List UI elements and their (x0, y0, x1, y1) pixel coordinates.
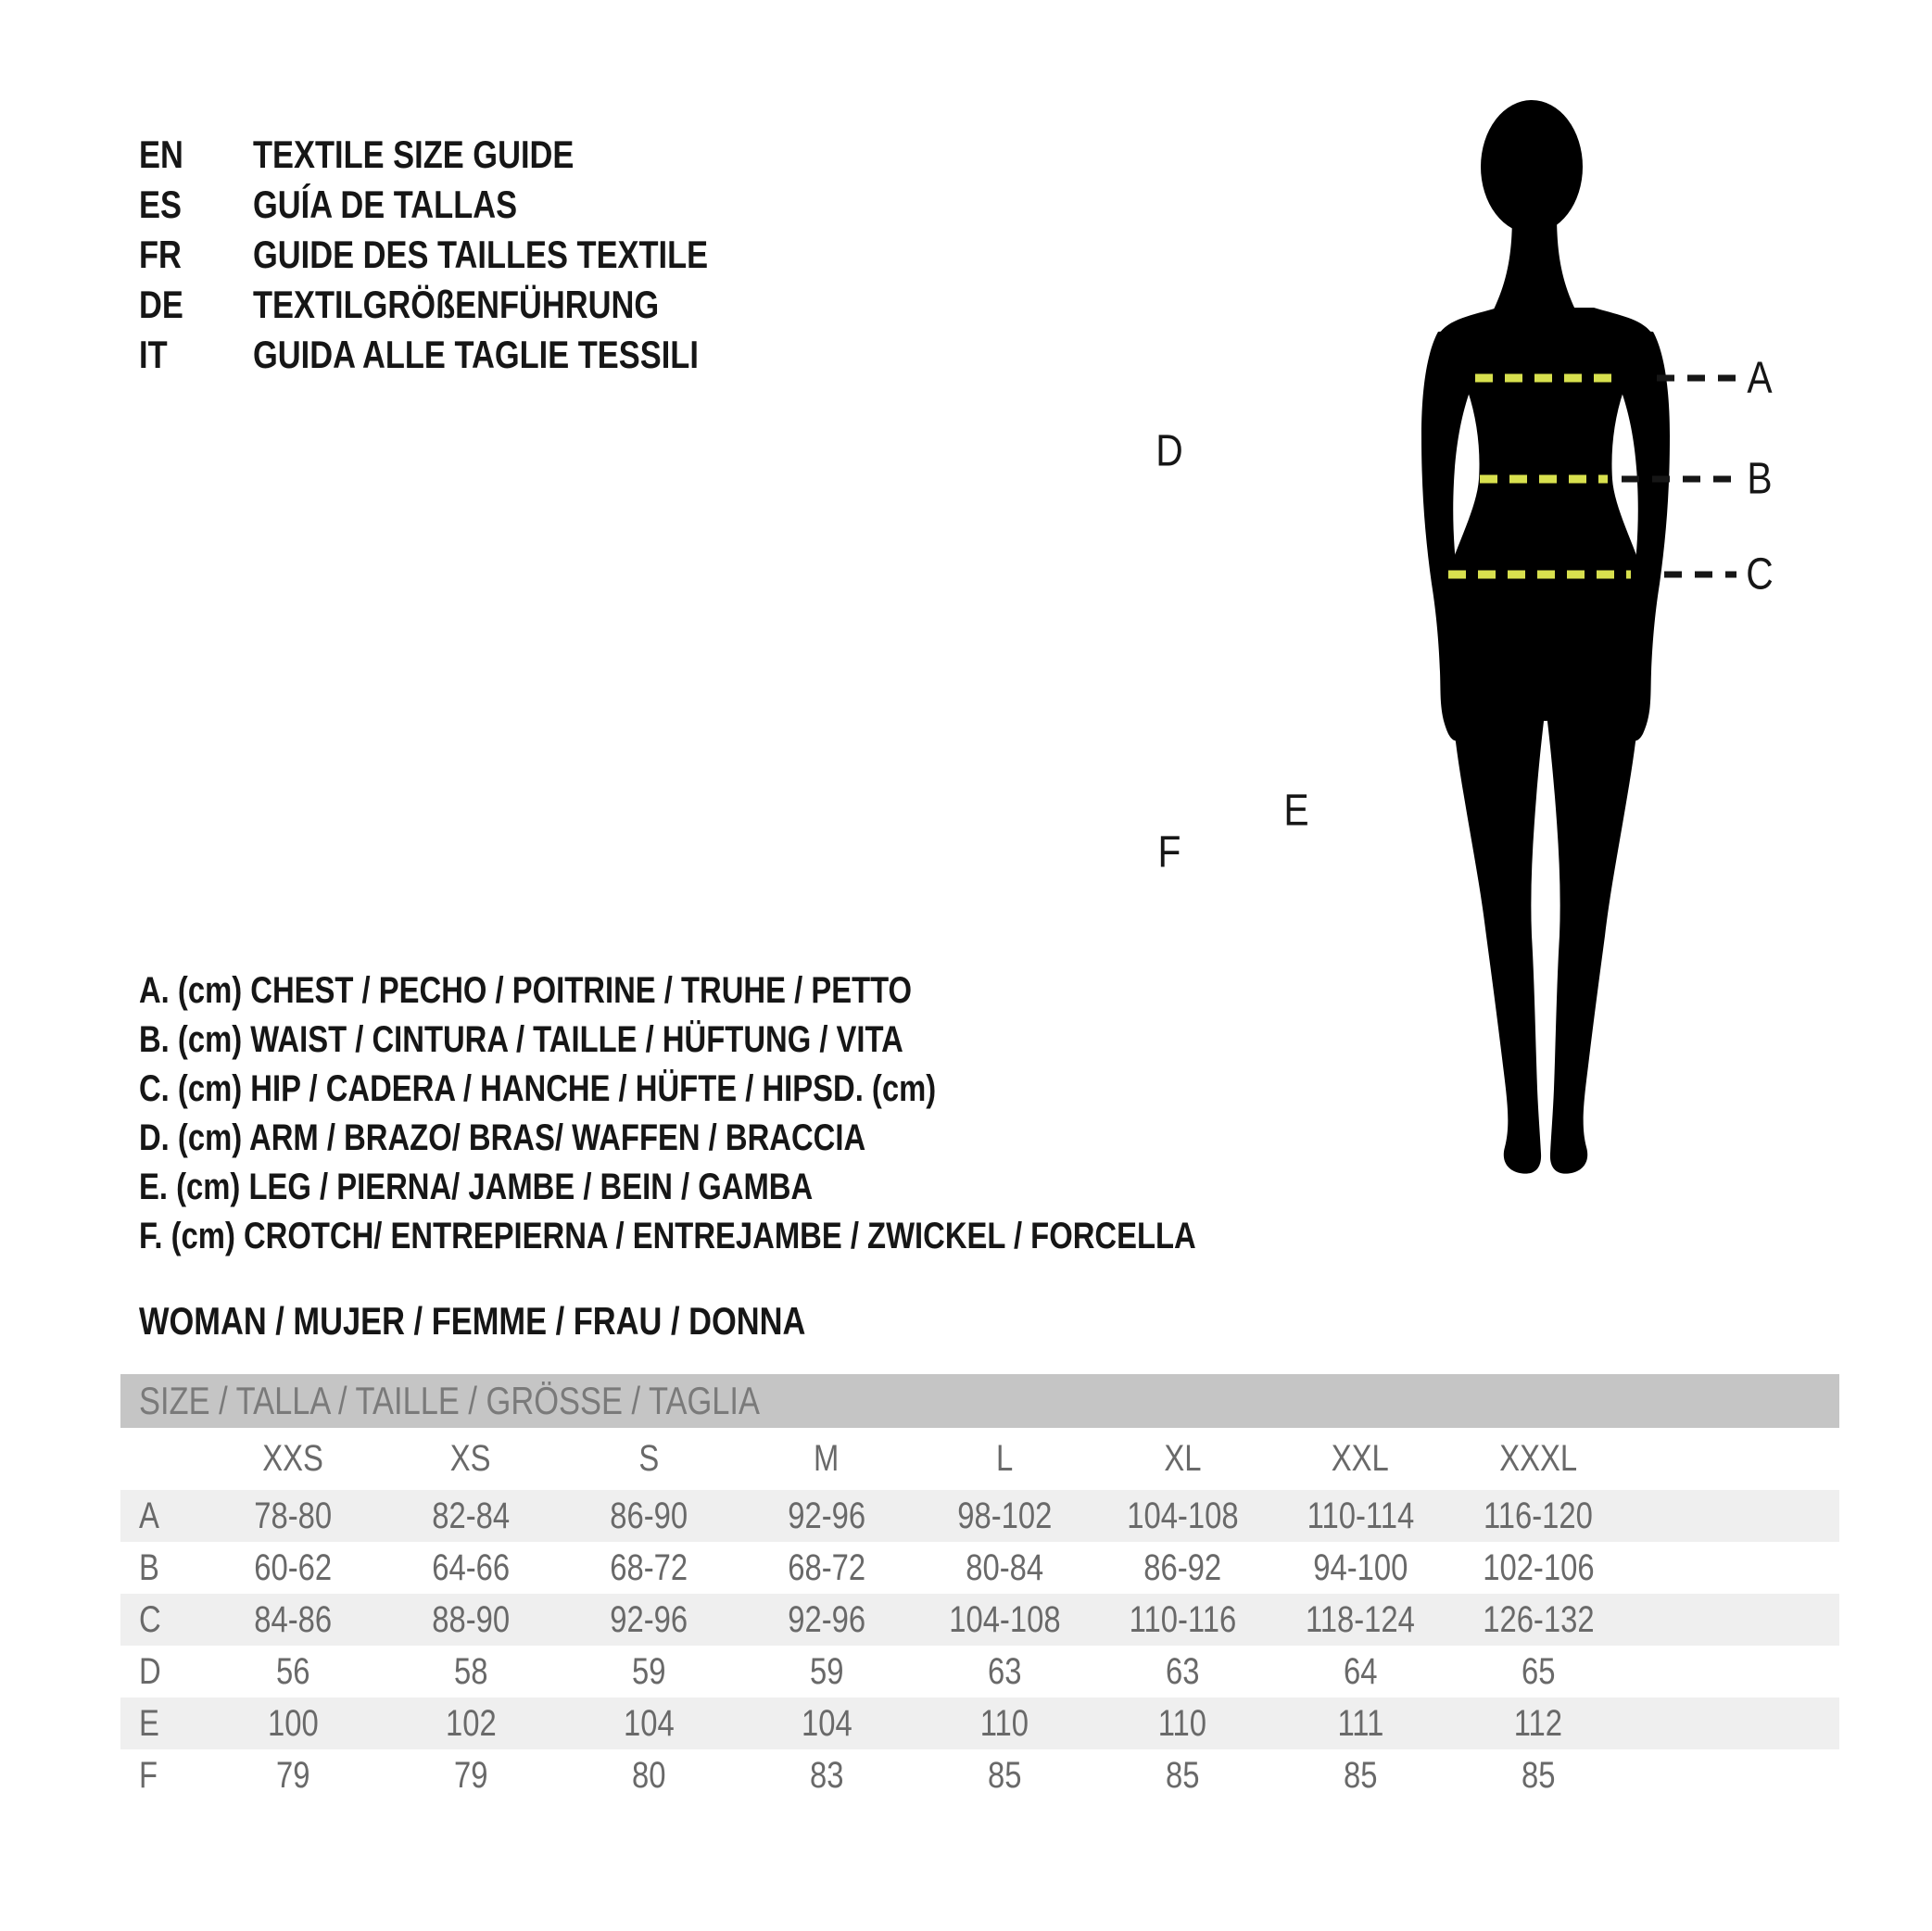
size-table-header-bar (120, 1374, 1839, 1428)
cell-text: 82-84 (432, 1495, 510, 1536)
cell-text: 112 (1513, 1702, 1563, 1744)
table-cell (1271, 1749, 1449, 1801)
table-cell (738, 1490, 915, 1542)
language-row-it (139, 330, 808, 380)
table-cell (915, 1646, 1093, 1698)
leg-label: E (1283, 786, 1309, 836)
table-cell (1449, 1698, 1627, 1749)
table-cell (1271, 1542, 1449, 1594)
table-cell (1093, 1542, 1271, 1594)
cell-text: 85 (1521, 1754, 1556, 1796)
row-label-text: B (139, 1546, 159, 1588)
chest-label: A (1747, 353, 1773, 403)
row-label-text: F (139, 1754, 158, 1796)
cell-text: 59 (809, 1650, 844, 1692)
legend-text: B. (cm) WAIST / CINTURA / TAILLE / HÜFTUNG / VITA (139, 1019, 903, 1060)
table-cell (1271, 1698, 1449, 1749)
silhouette-neck (1494, 213, 1575, 309)
table-cell (738, 1749, 915, 1801)
table-cell (1449, 1749, 1627, 1801)
size-col-header (382, 1428, 560, 1490)
cell-text: 58 (453, 1650, 488, 1692)
row-label (120, 1490, 204, 1542)
size-col-header-text: XL (1163, 1438, 1202, 1479)
table-cell (382, 1594, 560, 1646)
size-col-header (1271, 1428, 1449, 1490)
size-table (120, 1374, 1839, 1801)
table-cell (738, 1542, 915, 1594)
cell-text: 110-114 (1307, 1495, 1414, 1536)
cell-text: 110 (979, 1702, 1029, 1744)
table-cell (204, 1594, 382, 1646)
table-row-chest (120, 1490, 1839, 1542)
legend-text: C. (cm) HIP / CADERA / HANCHE / HÜFTE / HIPSD. (cm) (139, 1068, 937, 1109)
cell-text: 104 (623, 1702, 675, 1744)
size-col-header-text: XXXL (1499, 1438, 1577, 1479)
legend-text: E. (cm) LEG / PIERNA/ JAMBE / BEIN / GAMBA (139, 1167, 814, 1207)
cell-text: 86-90 (610, 1495, 688, 1536)
row-label-text: D (139, 1650, 161, 1692)
guide-title: GUIDE DES TAILLES TEXTILE (253, 233, 709, 276)
size-col-header (204, 1428, 382, 1490)
row-label (120, 1542, 204, 1594)
language-row-de (139, 280, 808, 330)
cell-text: 104-108 (1126, 1495, 1239, 1536)
language-code: DE (139, 283, 183, 326)
table-row-hip (120, 1594, 1839, 1646)
row-label-text: A (139, 1495, 159, 1536)
cell-text: 64-66 (432, 1546, 510, 1588)
size-header-spacer (120, 1428, 204, 1490)
size-col-header-text: XS (450, 1438, 491, 1479)
cell-text: 92-96 (788, 1598, 865, 1640)
cell-text: 104 (801, 1702, 852, 1744)
cell-text: 116-120 (1484, 1495, 1593, 1536)
hip-label: C (1746, 549, 1774, 599)
audience-text: WOMAN / MUJER / FEMME / FRAU / DONNA (139, 1299, 806, 1343)
guide-title: TEXTILE SIZE GUIDE (253, 133, 575, 176)
table-cell (560, 1698, 738, 1749)
cell-text: 64 (1343, 1650, 1378, 1692)
table-cell (204, 1542, 382, 1594)
legend-line-leg (139, 1163, 1428, 1212)
cell-text: 80 (631, 1754, 666, 1796)
cell-text: 68-72 (610, 1546, 688, 1588)
table-cell (915, 1542, 1093, 1594)
row-label (120, 1594, 204, 1646)
cell-text: 86-92 (1143, 1546, 1221, 1588)
table-cell (560, 1646, 738, 1698)
cell-text: 85 (987, 1754, 1022, 1796)
cell-text: 110-116 (1129, 1598, 1236, 1640)
audience-heading (139, 1297, 952, 1345)
table-cell (560, 1594, 738, 1646)
woman-silhouette-figure (1381, 74, 1736, 1205)
silhouette-right-leg (1546, 602, 1643, 1174)
size-col-header (1093, 1428, 1271, 1490)
size-col-header-text: M (814, 1438, 840, 1479)
legend-line-hip (139, 1065, 1428, 1114)
legend-line-waist (139, 1016, 1428, 1065)
table-cell (560, 1490, 738, 1542)
arm-label: D (1155, 426, 1183, 476)
row-label (120, 1749, 204, 1801)
cell-text: 102 (445, 1702, 497, 1744)
table-row-leg (120, 1698, 1839, 1749)
cell-text: 104-108 (948, 1598, 1061, 1640)
size-header-row (120, 1428, 1839, 1490)
cell-text: 92-96 (610, 1598, 688, 1640)
table-row-waist (120, 1542, 1839, 1594)
cell-text: 88-90 (432, 1598, 510, 1640)
cell-text: 118-124 (1306, 1598, 1415, 1640)
cell-text: 60-62 (254, 1546, 332, 1588)
cell-text: 94-100 (1312, 1546, 1408, 1588)
row-label-text: E (139, 1702, 159, 1744)
size-col-header-text: XXS (262, 1438, 323, 1479)
guide-title: GUIDA ALLE TAGLIE TESSILI (253, 333, 699, 376)
measurement-legend (139, 966, 1428, 1261)
table-cell (382, 1749, 560, 1801)
language-code: EN (139, 133, 183, 176)
cell-text: 102-106 (1482, 1546, 1595, 1588)
table-row-arm (120, 1646, 1839, 1698)
cell-text: 92-96 (788, 1495, 865, 1536)
table-cell (1271, 1646, 1449, 1698)
guide-title: GUÍA DE TALLAS (253, 183, 518, 226)
table-cell (738, 1646, 915, 1698)
table-cell (1093, 1646, 1271, 1698)
table-cell (915, 1749, 1093, 1801)
language-row-fr (139, 230, 808, 280)
row-label (120, 1646, 204, 1698)
size-col-header (738, 1428, 915, 1490)
table-cell (915, 1594, 1093, 1646)
table-cell (738, 1594, 915, 1646)
table-cell (382, 1542, 560, 1594)
cell-text: 59 (631, 1650, 666, 1692)
legend-text: A. (cm) CHEST / PECHO / POITRINE / TRUHE / PETTO (139, 970, 913, 1011)
size-table-header-text: SIZE / TALLA / TAILLE / GRÖSSE / TAGLIA (139, 1379, 760, 1422)
table-cell (382, 1646, 560, 1698)
language-row-es (139, 180, 808, 230)
table-cell (1271, 1594, 1449, 1646)
cell-text: 84-86 (254, 1598, 332, 1640)
cell-text: 100 (267, 1702, 319, 1744)
table-cell (204, 1646, 382, 1698)
cell-text: 79 (453, 1754, 488, 1796)
crotch-label: F (1157, 827, 1181, 877)
table-cell (1093, 1594, 1271, 1646)
table-cell (915, 1490, 1093, 1542)
cell-text: 83 (809, 1754, 844, 1796)
cell-text: 110 (1157, 1702, 1207, 1744)
table-cell (1093, 1490, 1271, 1542)
table-cell (1449, 1594, 1627, 1646)
row-label (120, 1698, 204, 1749)
language-code: IT (139, 333, 168, 376)
table-row-crotch (120, 1749, 1839, 1801)
language-row-en (139, 130, 808, 180)
cell-text: 111 (1337, 1702, 1383, 1744)
legend-line-crotch (139, 1212, 1428, 1261)
table-cell (1449, 1646, 1627, 1698)
table-cell (1093, 1698, 1271, 1749)
size-col-header (1449, 1428, 1627, 1490)
language-code: FR (139, 233, 182, 276)
table-cell (204, 1490, 382, 1542)
cell-text: 63 (987, 1650, 1022, 1692)
cell-text: 80-84 (966, 1546, 1043, 1588)
language-code: ES (139, 183, 182, 226)
table-cell (204, 1698, 382, 1749)
cell-text: 85 (1343, 1754, 1378, 1796)
size-col-header-text: S (638, 1438, 659, 1479)
waist-label: B (1747, 454, 1773, 504)
size-col-header (560, 1428, 738, 1490)
table-cell (915, 1698, 1093, 1749)
legend-line-arm (139, 1114, 1428, 1163)
legend-text: F. (cm) CROTCH/ ENTREPIERNA / ENTREJAMBE / ZWICKEL / FORCELLA (139, 1216, 1196, 1256)
table-cell (738, 1698, 915, 1749)
table-cell (1271, 1490, 1449, 1542)
cell-text: 85 (1165, 1754, 1200, 1796)
row-label-text: C (139, 1598, 161, 1640)
table-cell (560, 1749, 738, 1801)
table-cell (1449, 1490, 1627, 1542)
table-cell (560, 1542, 738, 1594)
legend-text: D. (cm) ARM / BRAZO/ BRAS/ WAFFEN / BRACCIA (139, 1117, 866, 1158)
cell-text: 65 (1521, 1650, 1556, 1692)
silhouette-left-leg (1448, 602, 1546, 1174)
cell-text: 68-72 (788, 1546, 865, 1588)
legend-line-chest (139, 966, 1428, 1016)
size-col-header (915, 1428, 1093, 1490)
cell-text: 56 (275, 1650, 310, 1692)
size-col-header-text: L (995, 1438, 1014, 1479)
cell-text: 79 (275, 1754, 310, 1796)
table-cell (382, 1698, 560, 1749)
guide-title: TEXTILGRÖßENFÜHRUNG (253, 283, 660, 326)
table-cell (204, 1749, 382, 1801)
cell-text: 126-132 (1482, 1598, 1595, 1640)
table-cell (1093, 1749, 1271, 1801)
table-cell (382, 1490, 560, 1542)
cell-text: 98-102 (956, 1495, 1053, 1536)
table-cell (1449, 1542, 1627, 1594)
cell-text: 63 (1165, 1650, 1200, 1692)
size-col-header-text: XXL (1331, 1438, 1389, 1479)
cell-text: 78-80 (254, 1495, 332, 1536)
language-title-block (139, 130, 808, 380)
